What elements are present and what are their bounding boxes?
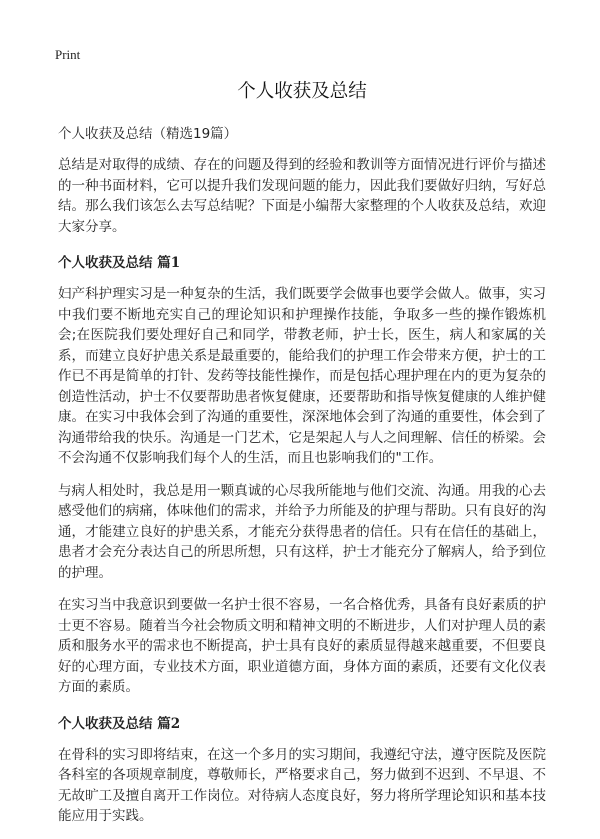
section-heading-number: 2 [170, 715, 181, 732]
section-heading [58, 714, 546, 734]
print-link[interactable]: Print [55, 47, 81, 62]
section-heading-text: 个人收获及总结 篇 [58, 715, 171, 732]
document-subtitle: 个人收获及总结（精选19篇） [58, 126, 238, 142]
section-paragraph: 在骨科的实习即将结束，在这一个多月的实习期间，我遵纪守法，遵守医院及医院各科室的各项规章制度，尊敬师长，严格要求自己，努力做到不迟到、不早退、不无故旷工及擅自离开工作岗位。对待病人态度良好，努力将所学理论知识和基本技能应用于实践。 [58, 746, 546, 824]
section-2 [58, 714, 546, 827]
page-title: 个人收获及总结 [237, 81, 367, 102]
section-heading-number: 1 [170, 255, 181, 271]
section-paragraph: 在实习当中我意识到要做一名护士很不容易，一名合格优秀，具备有良好素质的护士更不容易。随着当今社会物质文明和精神文明的不断进步，人们对护理人员的素质和服务水平的需求也不断提高，护士具有良好的素质显得越来越重要，不但要良好的心理方面，专业技术方面，职业道德方面，身体方面的素质，还要有文化仪表方面的素质。 [58, 597, 546, 695]
section-heading [58, 253, 546, 273]
section-heading-text: 个人收获及总结 篇 [58, 255, 171, 271]
intro-paragraph: 总结是对取得的成绩、存在的问题及得到的经验和教训等方面情况进行评价与描述的一种书面材料，它可以提升我们发现问题的能力，因此我们要做好归纳，写好总结。那么我们该怎么去写总结呢？下面是小编帮大家整理的个人收获及总结，欢迎大家分享。 [58, 157, 546, 235]
section-1 [58, 253, 546, 698]
section-paragraph: 妇产科护理实习是一种复杂的生活，我们既要学会做事也要学会做人。做事，实习中我们要不断地充实自己的理论知识和护理操作技能，争取多一些的操作锻炼机会;在医院我们要处理好自己和同学，带教老师，护士长，医生，病人和家属的关系，而建立良好护患关系是最重要的，能给我们的护理工作会带来方便，护士的工作已不再是简单的打针、发药等技能性操作，而是包括心理护理在内的更为复杂的创造性活动，护士不仅要帮助患者恢复健康，还要帮助和指导恢复健康的人维护健康。在实习中我体会到了沟通的重要性，深深地体会到了沟通的重要性，体会到了沟通带给我的快乐。沟通是一门艺术，它是架起人与人之间理解、信任的桥梁。会不会沟通不仅影响我们每个人的生活，而且也影响我们的"工作。 [58, 286, 546, 466]
document-body [58, 78, 546, 839]
section-paragraph: 与病人相处时，我总是用一颗真诚的心尽我所能地与他们交流、沟通。用我的心去感受他们的病痛，体味他们的需求，并给予力所能及的护理与帮助。只有良好的沟通，才能建立良好的护患关系，才能充分获得患者的信任。只有在信任的基础上，患者才会充分表达自己的所思所想，只有这样，护士才能充分了解病人，给予到位的护理。 [58, 482, 546, 581]
